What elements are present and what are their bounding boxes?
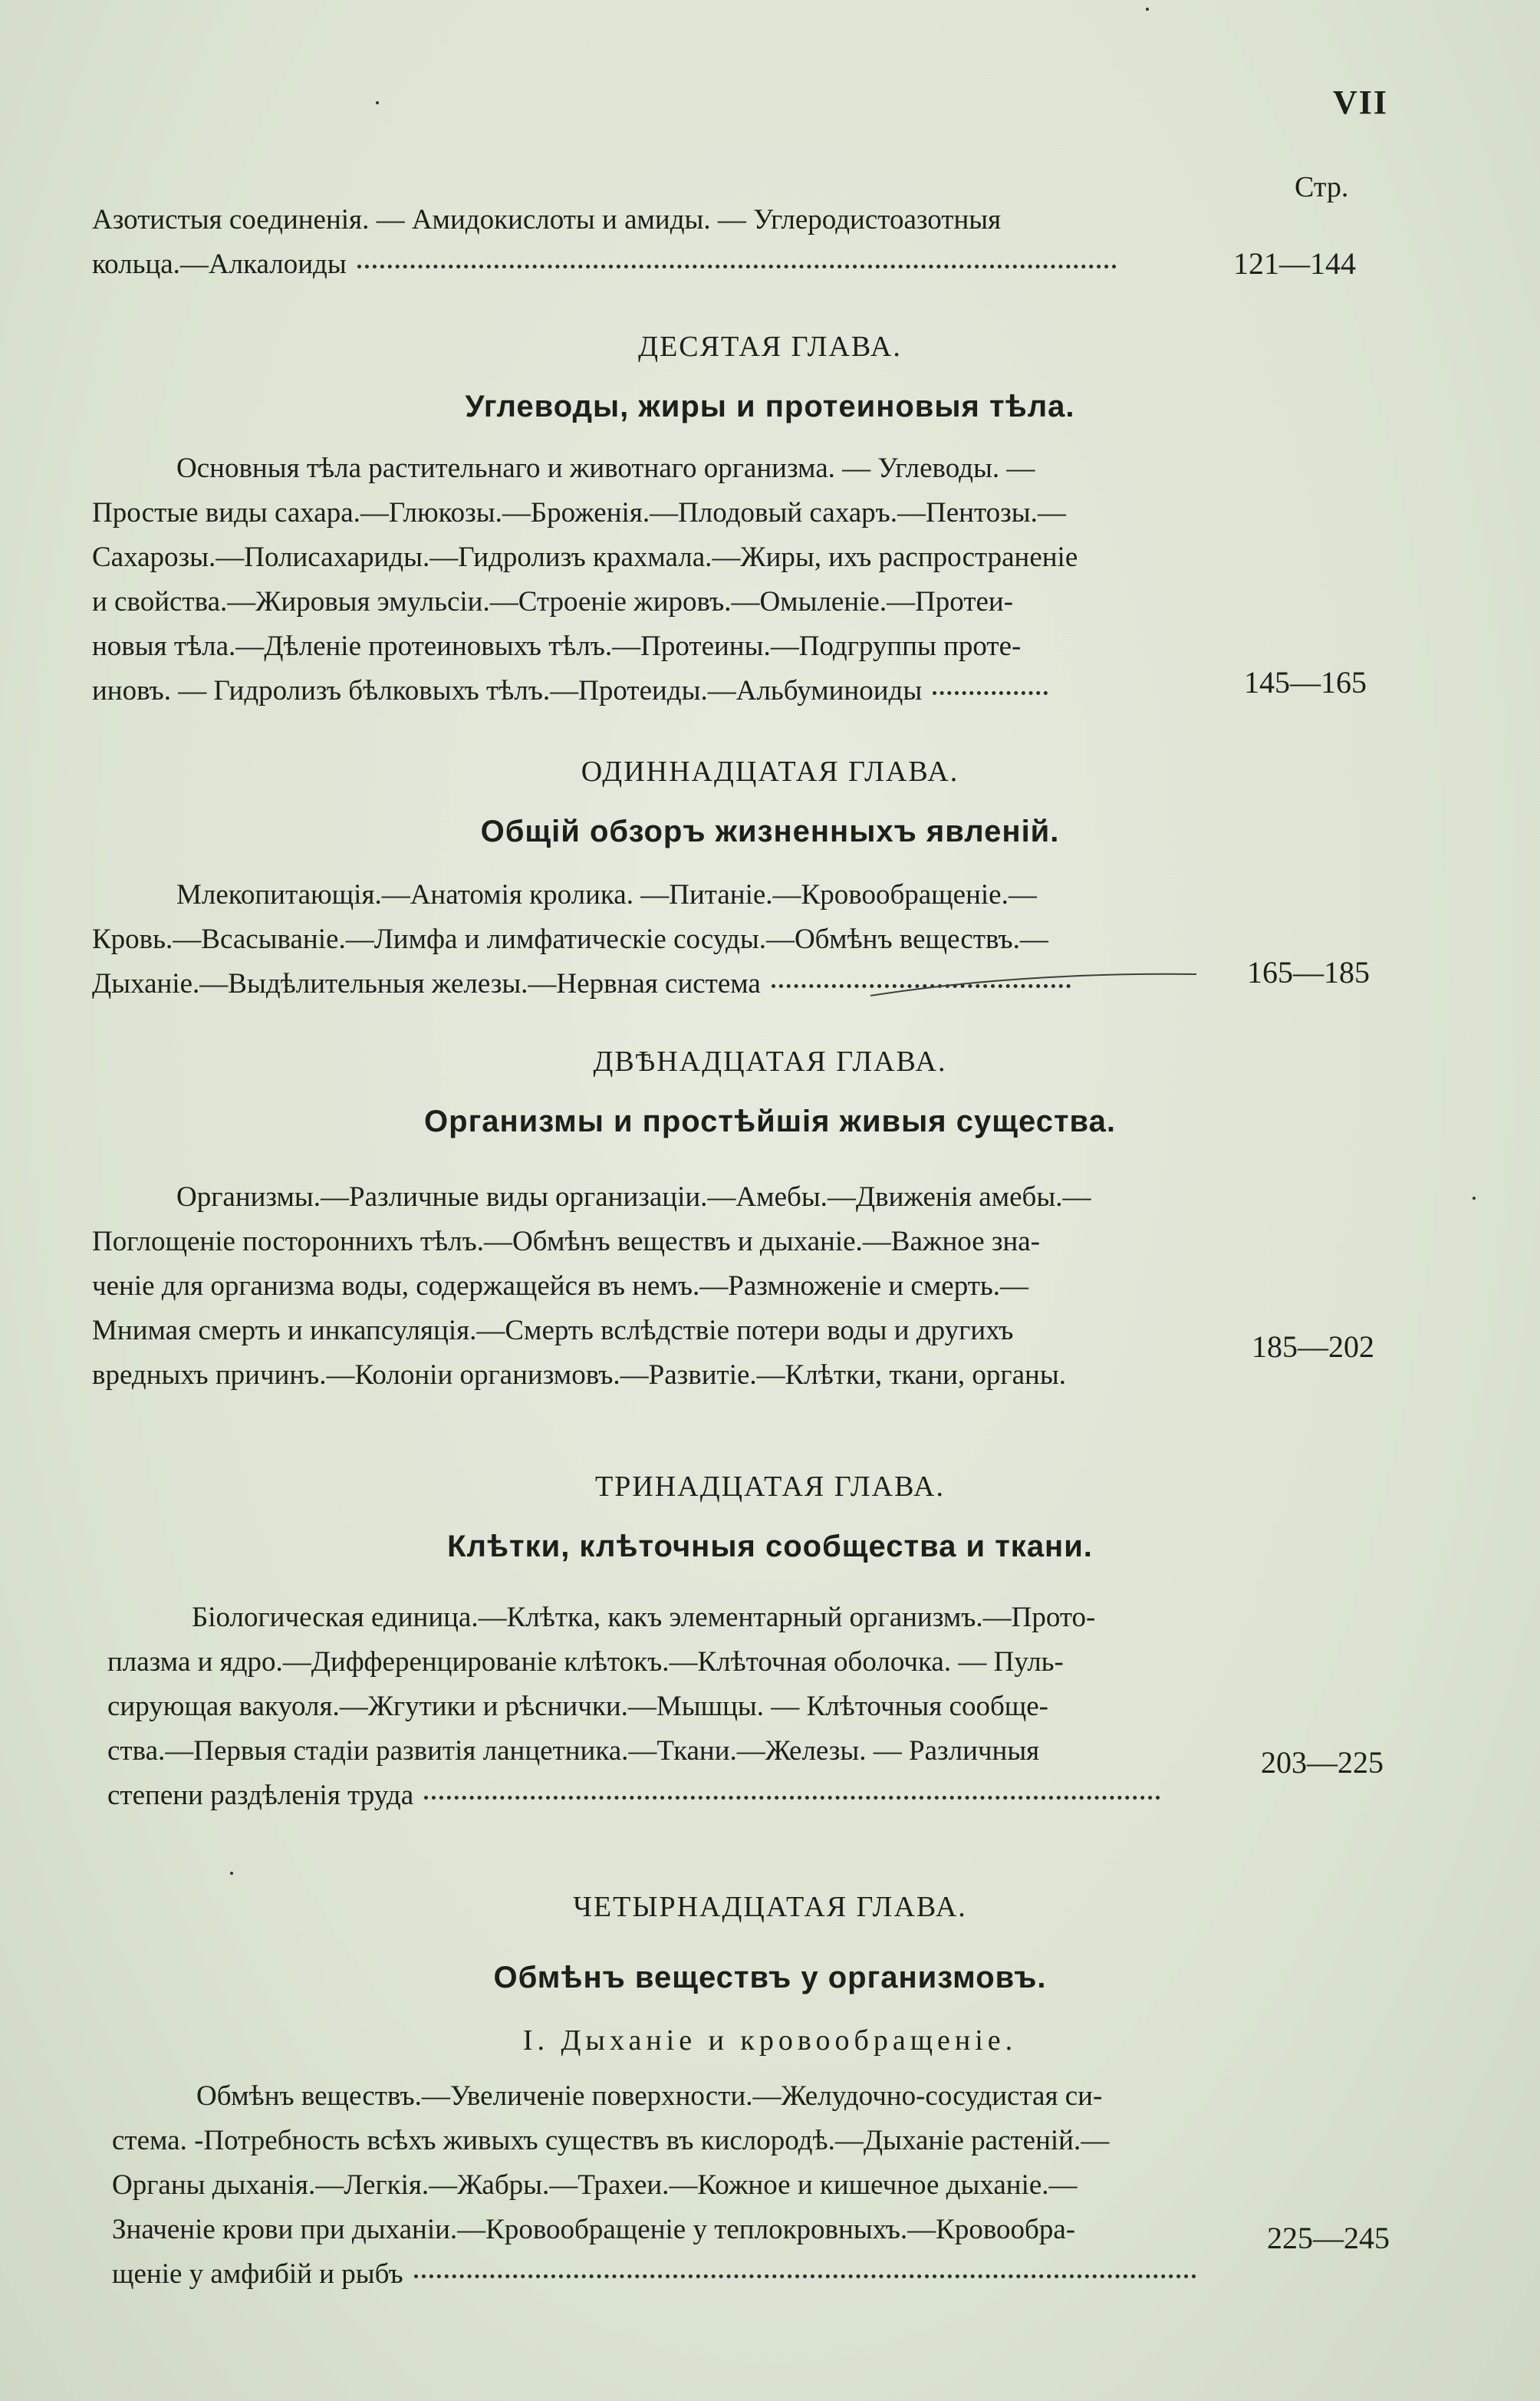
toc-entry [92,1175,1212,1398]
chapter-title: ЧЕТЫРНАДЦАТАЯ ГЛАВА. [573,1891,967,1923]
page-range: 203—225 [1261,1745,1384,1780]
entry-line: сирующая вакуоля.—Жгутики и рѣснички.—Мышцы. — Клѣточныя сообще- [107,1691,1048,1722]
page-number: VII [1333,84,1389,121]
toc-entry-intro [92,198,1196,287]
entry-line: плазма и ядро.—Дифференцированіе клѣтокъ.—Клѣточная оболочка. — Пуль- [107,1646,1064,1678]
entry-line: иновъ. — Гидролизъ бѣлковыхъ тѣлъ.—Протеиды.—Альбуминоиды [92,675,923,706]
scan-speck [1146,8,1149,11]
page-range: 145—165 [1244,665,1367,700]
toc-entry [107,1596,1227,1818]
entry-line: новыя тѣла.—Дѣленіе протеиновыхъ тѣлъ.—Протеины.—Подгруппы проте- [92,631,1022,662]
entry-line: стема. -Потребность всѣхъ живыхъ существъ въ кислородѣ.—Дыханіе растеній.— [112,2125,1110,2156]
entry-line: ства.—Первыя стадіи развитія ланцетника.—Ткани.—Железы. — Различныя [107,1735,1040,1767]
chapter-title: ТРИНАДЦАТАЯ ГЛАВА. [595,1471,945,1503]
dot-leader [933,691,1048,695]
entry-line: Организмы.—Различные виды организаціи.—Амебы.—Движенія амебы.— [176,1181,1091,1213]
entry-line: Кровь.—Всасываніе.—Лимфа и лимфатическіе сосуды.—Обмѣнъ веществъ.— [92,924,1048,955]
entry-line: Значеніе крови при дыханіи.—Кровообращеніе у теплокровныхъ.—Кровообра- [112,2214,1076,2245]
page-range: 121—144 [1233,246,1356,281]
chapter-title: ДЕСЯТАЯ ГЛАВА. [638,331,902,363]
dot-leader [424,1796,1160,1800]
entry-line: ченіе для организма воды, содержащейся въ немъ.—Размноженіе и смерть.— [92,1270,1028,1302]
entry-line: Біологическая единица.—Клѣтка, какъ элементарный организмъ.—Прото- [192,1602,1096,1633]
entry-line: Дыханіе.—Выдѣлительныя железы.—Нервная система [92,968,761,1000]
entry-line: вредныхъ причинъ.—Колоніи организмовъ.—Развитіе.—Клѣтки, ткани, органы. [92,1359,1066,1391]
entry-line: Органы дыханія.—Легкія.—Жабры.—Трахеи.—Кожное и кишечное дыханіе.— [112,2169,1078,2201]
entry-line: Сахарозы.—Полисахариды.—Гидролизъ крахмала.—Жиры, ихъ распространеніе [92,542,1078,573]
entry-line: Млекопитающія.—Анатомія кролика. —Питаніе.—Кровообращеніе.— [176,879,1037,911]
chapter-title: ДВѢНАДЦАТАЯ ГЛАВА. [593,1046,947,1078]
section-title: I. Дыханіе и кровообращеніе. [522,2024,1018,2057]
page-range: 225—245 [1267,2221,1390,2255]
toc-entry [92,446,1204,713]
chapter-subtitle: Углеводы, жиры и протеиновыя тѣла. [465,390,1075,423]
entry-line: Мнимая смерть и инкапсуляція.—Смерть вслѣдствіе потери воды и другихъ [92,1315,1014,1346]
entry-line: Поглощеніе постороннихъ тѣлъ.—Обмѣнъ веществъ и дыханіе.—Важное зна- [92,1226,1041,1257]
scan-speck [230,1872,233,1875]
page-range: 185—202 [1252,1329,1374,1364]
entry-line: Основныя тѣла растительнаго и животнаго организма. — Углеводы. — [176,453,1035,484]
entry-line: и свойства.—Жировыя эмульсіи.—Строеніе жировъ.—Омыленіе.—Протеи- [92,586,1014,618]
entry-line: степени раздѣленія труда [107,1780,414,1811]
scan-speck [376,101,379,104]
entry-line: Обмѣнъ веществъ.—Увеличеніе поверхности.—Желудочно-сосудистая си- [196,2080,1103,2112]
toc-entry [112,2074,1232,2297]
chapter-subtitle: Обмѣнъ веществъ у организмовъ. [493,1961,1047,1994]
chapter-subtitle: Клѣтки, клѣточныя сообщества и ткани. [447,1530,1093,1563]
pages-column-label: Стр. [1295,171,1349,203]
dot-leader [357,265,1117,268]
pencil-mark [867,951,1204,1005]
page-range: 165—185 [1247,955,1370,990]
entry-line: щеніе у амфибій и рыбъ [112,2258,403,2290]
entry-line: Простые виды сахара.—Глюкозы.—Броженія.—Плодовый сахаръ.—Пентозы.— [92,497,1066,529]
dot-leader [414,2274,1196,2278]
chapter-title: ОДИННАДЦАТАЯ ГЛАВА. [581,756,959,788]
entry-line: Азотистыя соединенія. — Амидокислоты и амиды. — Углеродистоазотныя [92,204,1002,235]
chapter-subtitle: Организмы и простѣйшія живыя существа. [424,1105,1116,1138]
chapter-subtitle: Общій обзоръ жизненныхъ явленій. [480,815,1060,848]
scan-speck [1473,1197,1476,1200]
entry-line: кольца.—Алкалоиды [92,249,347,280]
